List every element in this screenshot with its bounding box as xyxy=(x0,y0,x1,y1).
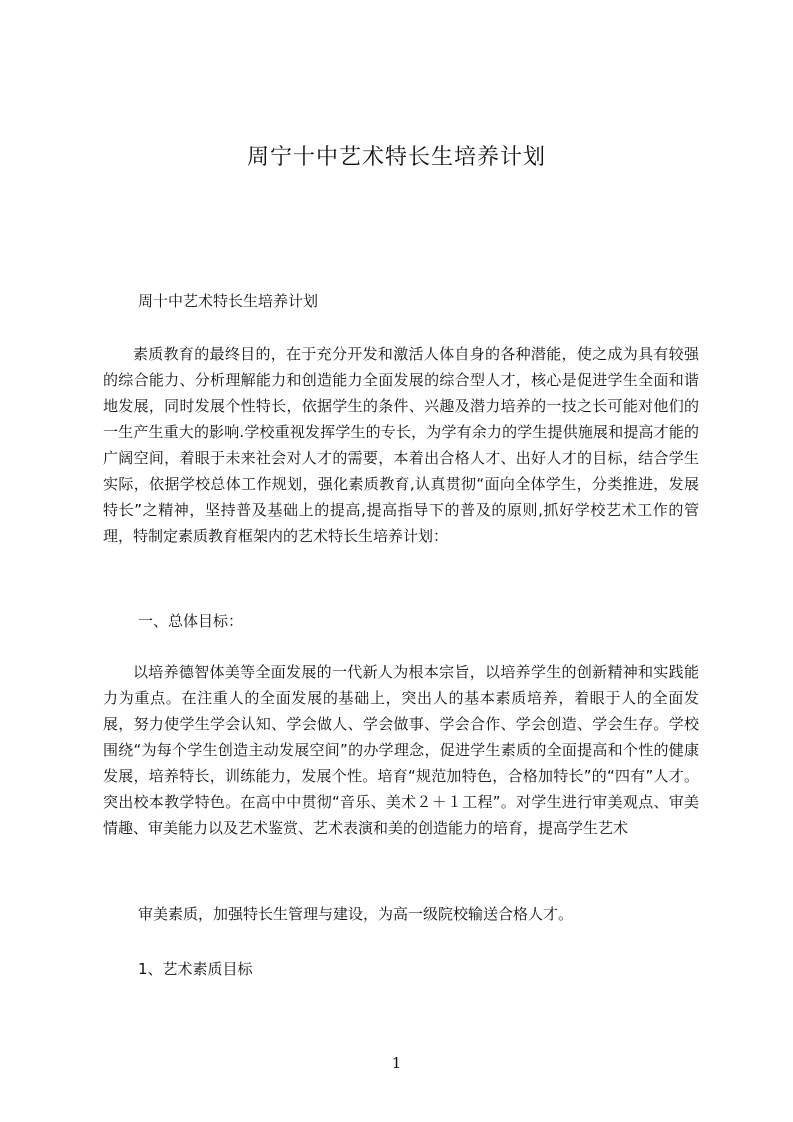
document-subtitle: 周十中艺术特长生培养计划 xyxy=(138,292,319,310)
document-title: 周宁十中艺术特长生培养计划 xyxy=(246,145,546,170)
page-number: 1 xyxy=(391,1054,402,1072)
subsection-heading: 1、艺术素质目标 xyxy=(138,960,253,978)
body-paragraph: 以培养德智体美等全面发展的一代新人为根本宗旨，以培养学生的创新精神和实践能力为重点。在注重人的全面发展的基础上，突出人的基本素质培养，着眼于人的全面发展，努力使学生学会认知、学会做人、学会做事、学会合作、学会创造、学会生存。学校围绕“为每个学生创造主动发展空间”的办学理念，促进学生素质的全面提高和个性的健康发展，培养特长，训练能力，发展个性。培育“规范加特色，合格加特长”的“四有”人才。突出校本教学特色。在高中中贯彻“音乐、美术２＋１工程”。对学生进行审美观点、审美情趣、审美能力以及艺术鉴赏、艺术表演和美的创造能力的培育，提高学生艺术 xyxy=(103,663,699,837)
body-line: 审美素质，加强特长生管理与建设，为高一级院校输送合格人才。 xyxy=(138,905,574,923)
body-paragraph: 素质教育的最终目的，在于充分开发和激活人体自身的各种潜能，使之成为具有较强的综合能力、分析理解能力和创造能力全面发展的综合型人才，核心是促进学生全面和谐地发展，同时发展个性特长，依据学生的条件、兴趣及潜力培养的一技之长可能对他们的一生产生重大的影响.学校重视发挥学生的专长，为学有余力的学生提供施展和提高才能的广阔空间，着眼于未来社会对人才的需要，本着出合格人才、出好人才的目标，结合学生实际，依据学校总体工作规划，强化素质教育,认真贯彻“面向全体学生，分类推进，发展特长”之精神，坚持普及基础上的提高,提高指导下的普及的原则,抓好学校艺术工作的管理，特制定素质教育框架内的艺术特长生培养计划： xyxy=(103,345,699,545)
section-heading: 一、总体目标： xyxy=(138,612,244,630)
